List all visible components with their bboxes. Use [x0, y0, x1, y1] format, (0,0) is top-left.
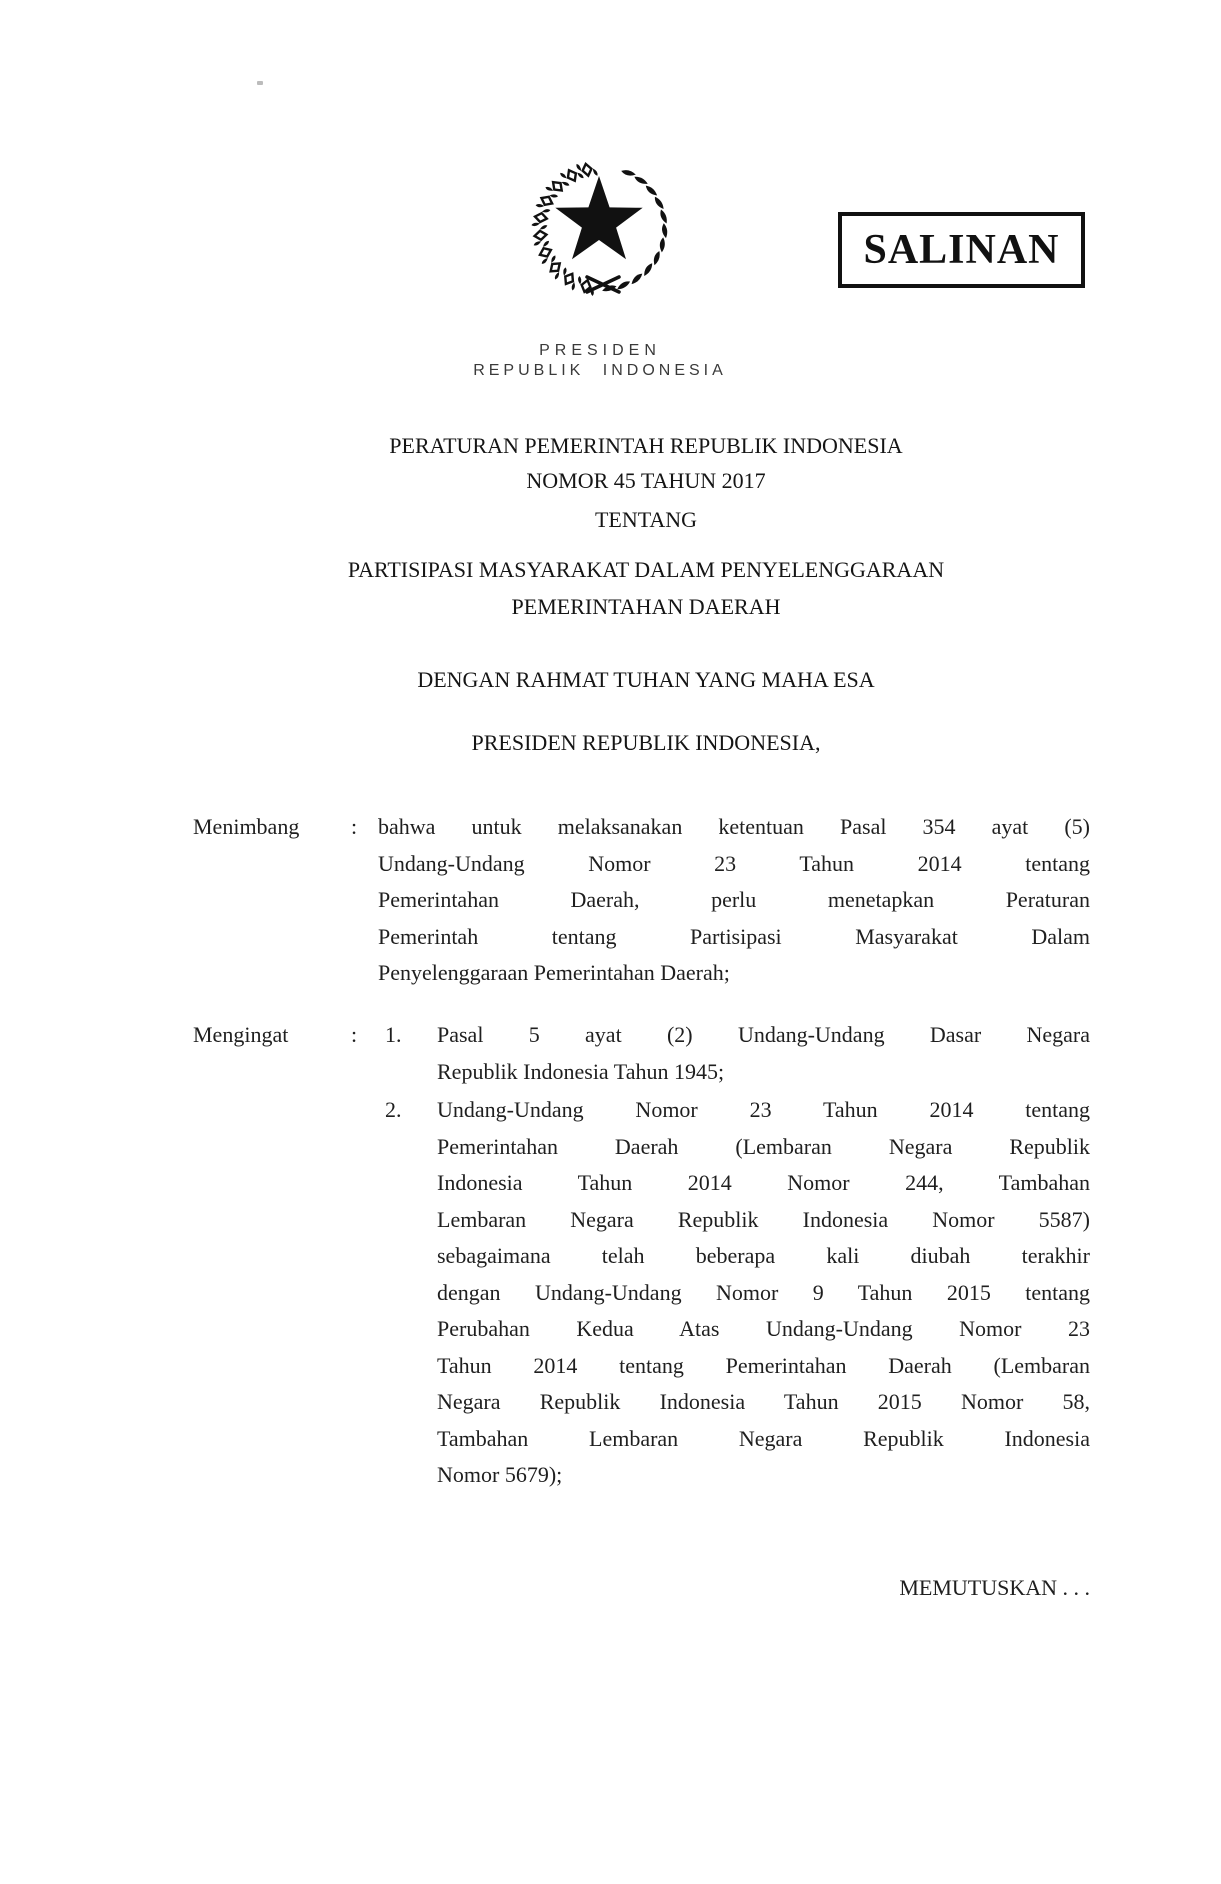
issuer: PRESIDEN REPUBLIK INDONESIA,	[471, 730, 821, 755]
menimbang-label: Menimbang	[193, 814, 300, 839]
letterhead-republik-indonesia: REPUBLIK INDONESIA	[473, 362, 727, 379]
memutuskan-continuation: MEMUTUSKAN . . .	[899, 1575, 1090, 1600]
regulation-number: NOMOR 45 TAHUN 2017	[526, 468, 766, 493]
salinan-stamp: SALINAN	[838, 212, 1085, 288]
mengingat-item-2-number: 2.	[385, 1097, 402, 1122]
presidential-emblem	[527, 158, 677, 302]
regulation-subject-line-1: PARTISIPASI MASYARAKAT DALAM PENYELENGGARAAN	[347, 557, 945, 582]
mengingat-colon: :	[351, 1022, 358, 1047]
star-wreath-presidential-emblem-icon	[527, 158, 677, 302]
tentang-label: TENTANG	[594, 507, 698, 532]
mengingat-item-1-text: Pasal 5 ayat (2) Undang-Undang Dasar Negara Republik Indonesia Tahun 1945;	[437, 1022, 1090, 1084]
regulation-subject-line-2: PEMERINTAHAN DAERAH	[511, 594, 781, 619]
mengingat-item-2-text: Undang-Undang Nomor 23 Tahun 2014 tentang Pemerintahan Daerah (Lembaran Negara Republik Indonesia Tahun 2014 Nomor 244, Tambahan Lembaran Negara Republik Indonesia Nomor 5587) sebagaimana telah beberapa kali diubah terakhir dengan Undang-Undang Nomor 9 Tahun 2015 tentang Perubahan Kedua Atas Undang-Undang Nomor 23 Tahun 2014 tentang Pemerintahan Daerah (Lembaran Negara Republik Indonesia Tahun 2015 Nomor 58, Tambahan Lembaran Negara Republik Indonesia Nomor 5679);	[437, 1097, 1090, 1487]
menimbang-text: bahwa untuk melaksanakan ketentuan Pasal 354 ayat (5) Undang-Undang Nomor 23 Tahun 2014 tentang Pemerintahan Daerah, perlu menetapkan Peraturan Pemerintah tentang Partisipasi Masyarakat Dalam Penyelenggaraan Pemerintahan Daerah;	[378, 814, 1090, 985]
invocation: DENGAN RAHMAT TUHAN YANG MAHA ESA	[417, 667, 875, 692]
mengingat-label: Mengingat	[193, 1022, 289, 1047]
letterhead-presiden: PRESIDEN	[539, 342, 661, 359]
mengingat-item-1-number: 1.	[385, 1022, 402, 1047]
scan-artifact-dot	[257, 81, 263, 85]
regulation-title: PERATURAN PEMERINTAH REPUBLIK INDONESIA	[389, 433, 903, 458]
menimbang-colon: :	[351, 814, 358, 839]
